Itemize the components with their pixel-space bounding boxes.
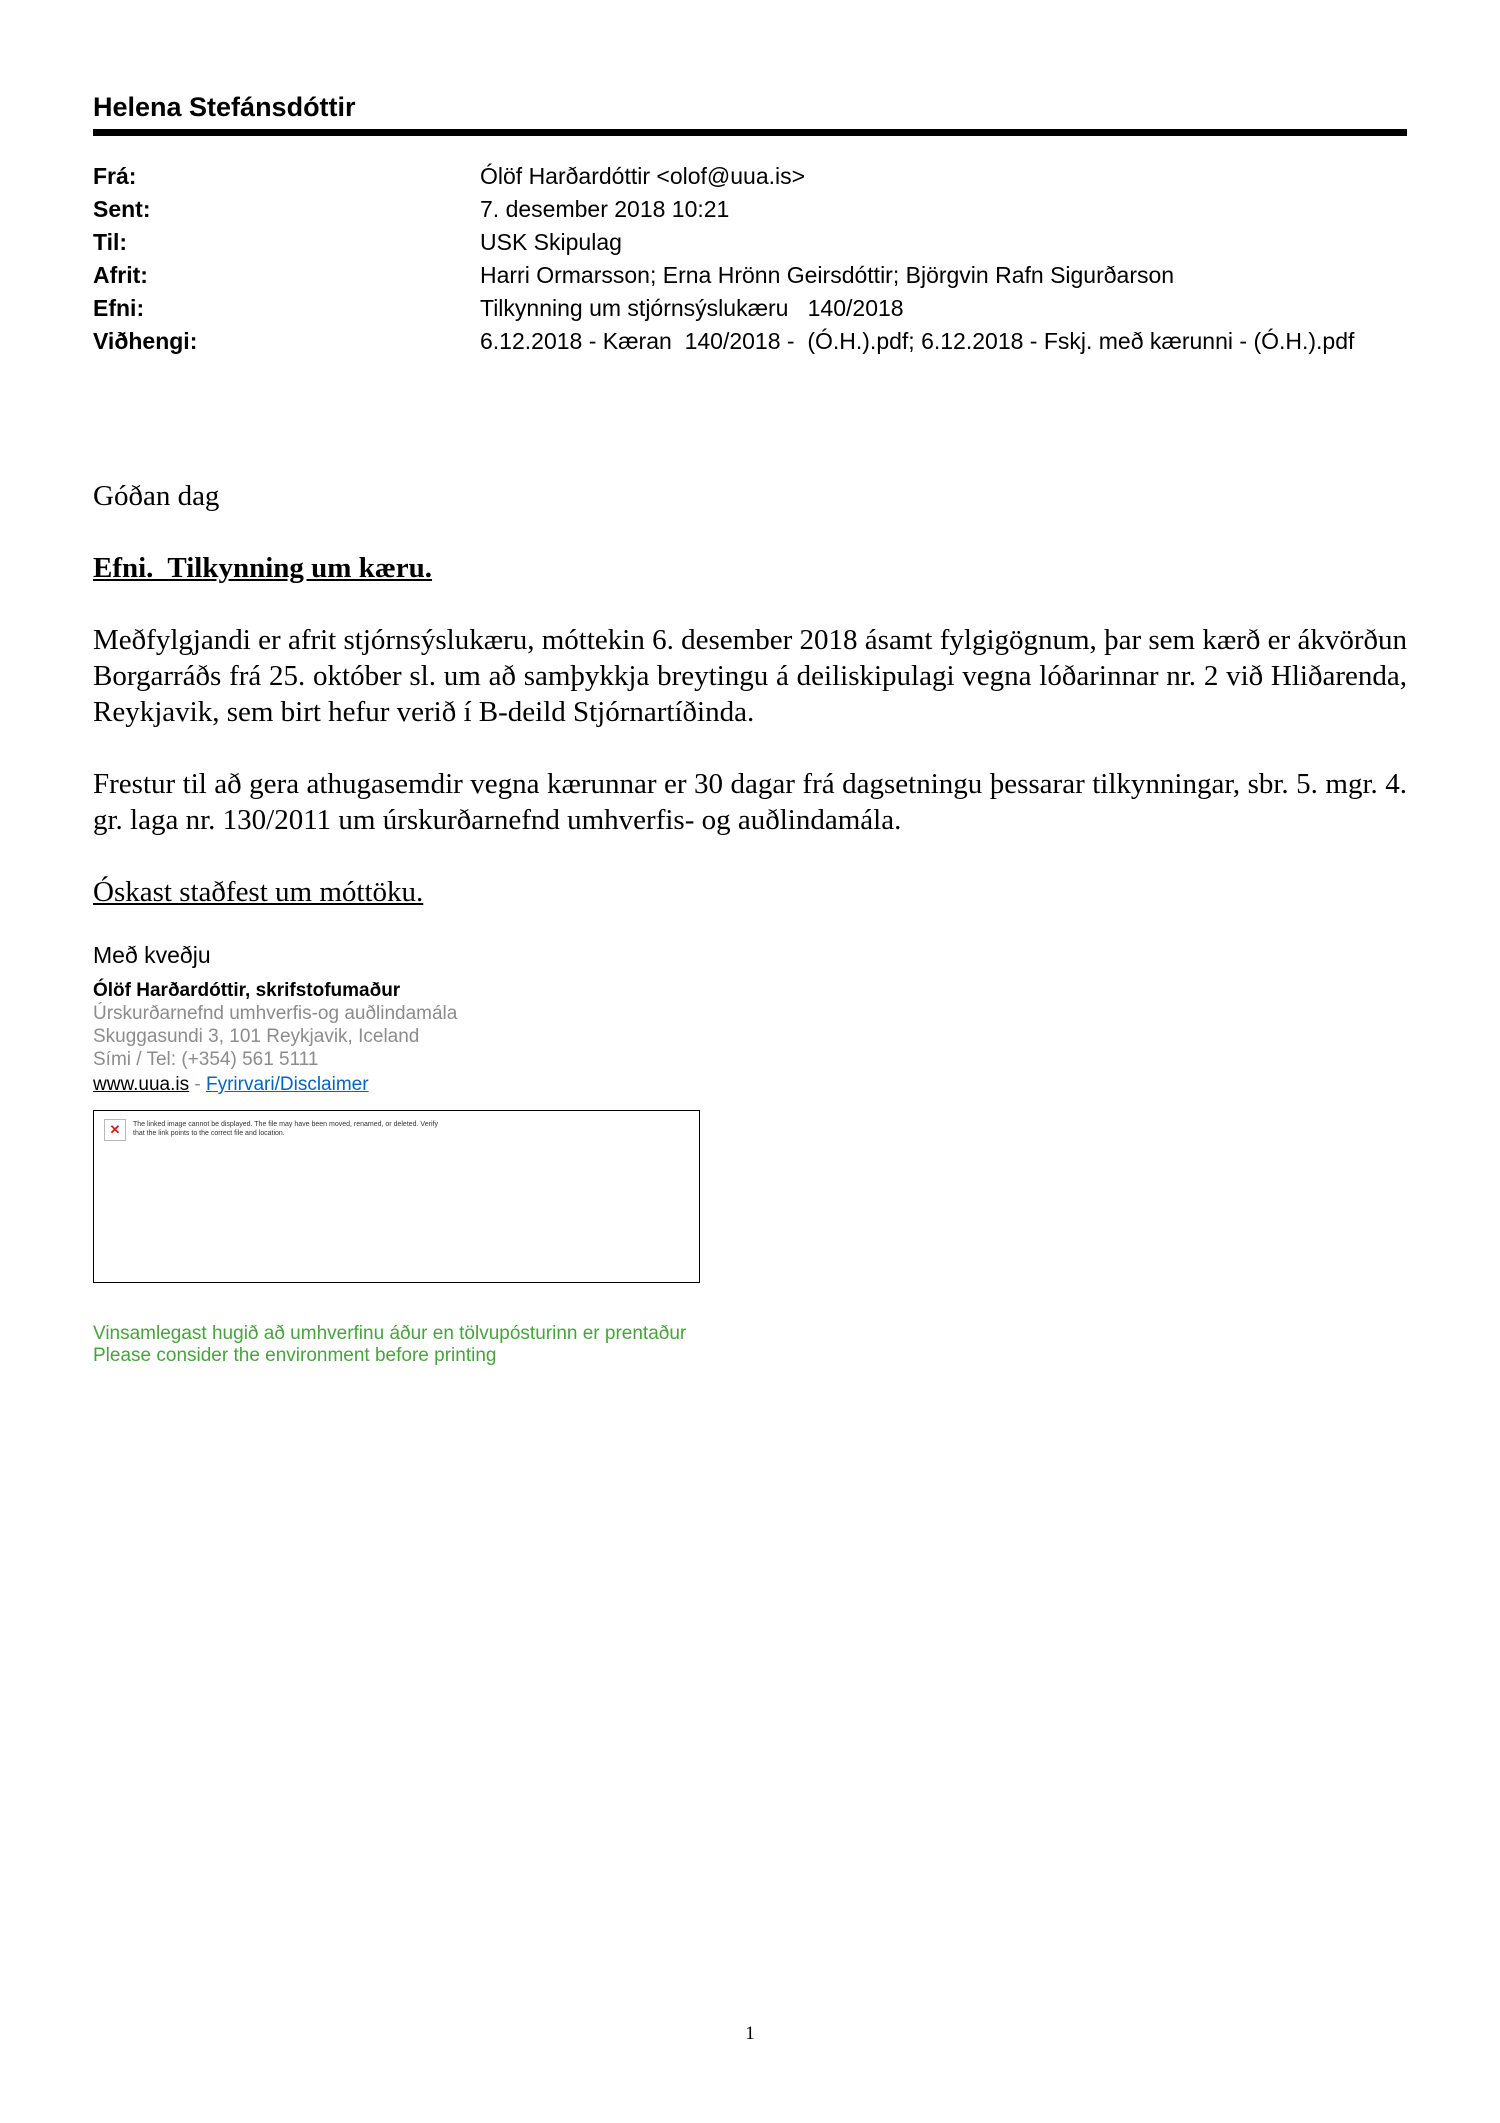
attachments-value: 6.12.2018 - Kæran 140/2018 - (Ó.H.).pdf; 6.12.2018 - Fskj. með kærunni - (Ó.H.).pdf (480, 328, 1355, 354)
body-paragraph-1: Meðfylgjandi er afrit stjórnsýslukæru, móttekin 6. desember 2018 ásamt fylgigögnum, þar sem kærð er ákvörðun Borgarráðs frá 25. október sl. um að samþykkja breytingu á deiliskipulagi vegna lóðarinnar nr. 2 við Hliðarenda, Reykjavik, sem birt hefur verið í B-deild Stjórnartíðinda. (93, 624, 1407, 728)
email-meta-block (93, 160, 1407, 358)
eco-notice-line2: Please consider the environment before printing (93, 1345, 497, 1366)
meta-row-from (93, 160, 1407, 193)
website-link[interactable]: www.uua.is (93, 1074, 190, 1095)
closing-line: Með kveðju (93, 942, 211, 968)
signature-links (93, 1073, 1407, 1096)
page-number: 1 (745, 2023, 755, 2044)
greeting: Góðan dag (93, 480, 220, 512)
signature-block (93, 979, 1407, 1096)
from-label: Frá: (93, 163, 137, 189)
eco-notice-line1: Vinsamlegast hugið að umhverfinu áður en tölvupósturinn er prentaður (93, 1323, 687, 1344)
meta-row-sent (93, 193, 1407, 226)
subject-label: Efni: (93, 295, 145, 321)
disclaimer-link[interactable]: Fyrirvari/Disclaimer (206, 1074, 369, 1095)
recipient-header: Helena Stefánsdóttir (93, 92, 1407, 136)
subject-value: Tilkynning um stjórnsýslukæru 140/2018 (480, 295, 904, 321)
body-paragraph-2: Frestur til að gera athugasemdir vegna kærunnar er 30 dagar frá dagsetningu þessarar tilkynningar, sbr. 5. mgr. 4. gr. laga nr. 130/2011 um úrskurðarnefnd umhverfis- og auðlindamála. (93, 768, 1407, 836)
to-label: Til: (93, 229, 128, 255)
cc-value: Harri Ormarsson; Erna Hrönn Geirsdóttir; Björgvin Rafn Sigurðarson (480, 262, 1175, 288)
email-body (93, 478, 1407, 910)
meta-row-to (93, 226, 1407, 259)
from-value: Ólöf Harðardóttir <olof@uua.is> (480, 163, 806, 189)
confirmation-request: Óskast staðfest um móttöku. (93, 876, 424, 908)
signature-organization: Úrskurðarnefnd umhverfis-og auðlindamála (93, 1003, 458, 1024)
signature-name: Ólöf Harðardóttir, skrifstofumaður (93, 980, 401, 1001)
to-value: USK Skipulag (480, 229, 622, 255)
meta-row-attachments (93, 325, 1407, 358)
cc-label: Afrit: (93, 262, 148, 288)
subject-heading: Efni. Tilkynning um kæru. (93, 552, 433, 584)
broken-image-x-icon: ✕ (104, 1119, 126, 1141)
signature-address: Skuggasundi 3, 101 Reykjavik, Iceland (93, 1026, 420, 1047)
signature-phone: Sími / Tel: (+354) 561 5111 (93, 1049, 319, 1070)
meta-row-cc (93, 259, 1407, 292)
sent-label: Sent: (93, 196, 151, 222)
eco-notice (93, 1323, 1407, 1367)
broken-image-alt-text: The linked image cannot be displayed. The file may have been moved, renamed, or deleted. Verify that the link points to the correct file and location. (133, 1121, 438, 1137)
sent-value: 7. desember 2018 10:21 (480, 196, 730, 222)
meta-row-subject (93, 292, 1407, 325)
broken-image-placeholder (93, 1110, 700, 1283)
link-separator: - (194, 1074, 201, 1095)
attachments-label: Viðhengi: (93, 328, 198, 354)
